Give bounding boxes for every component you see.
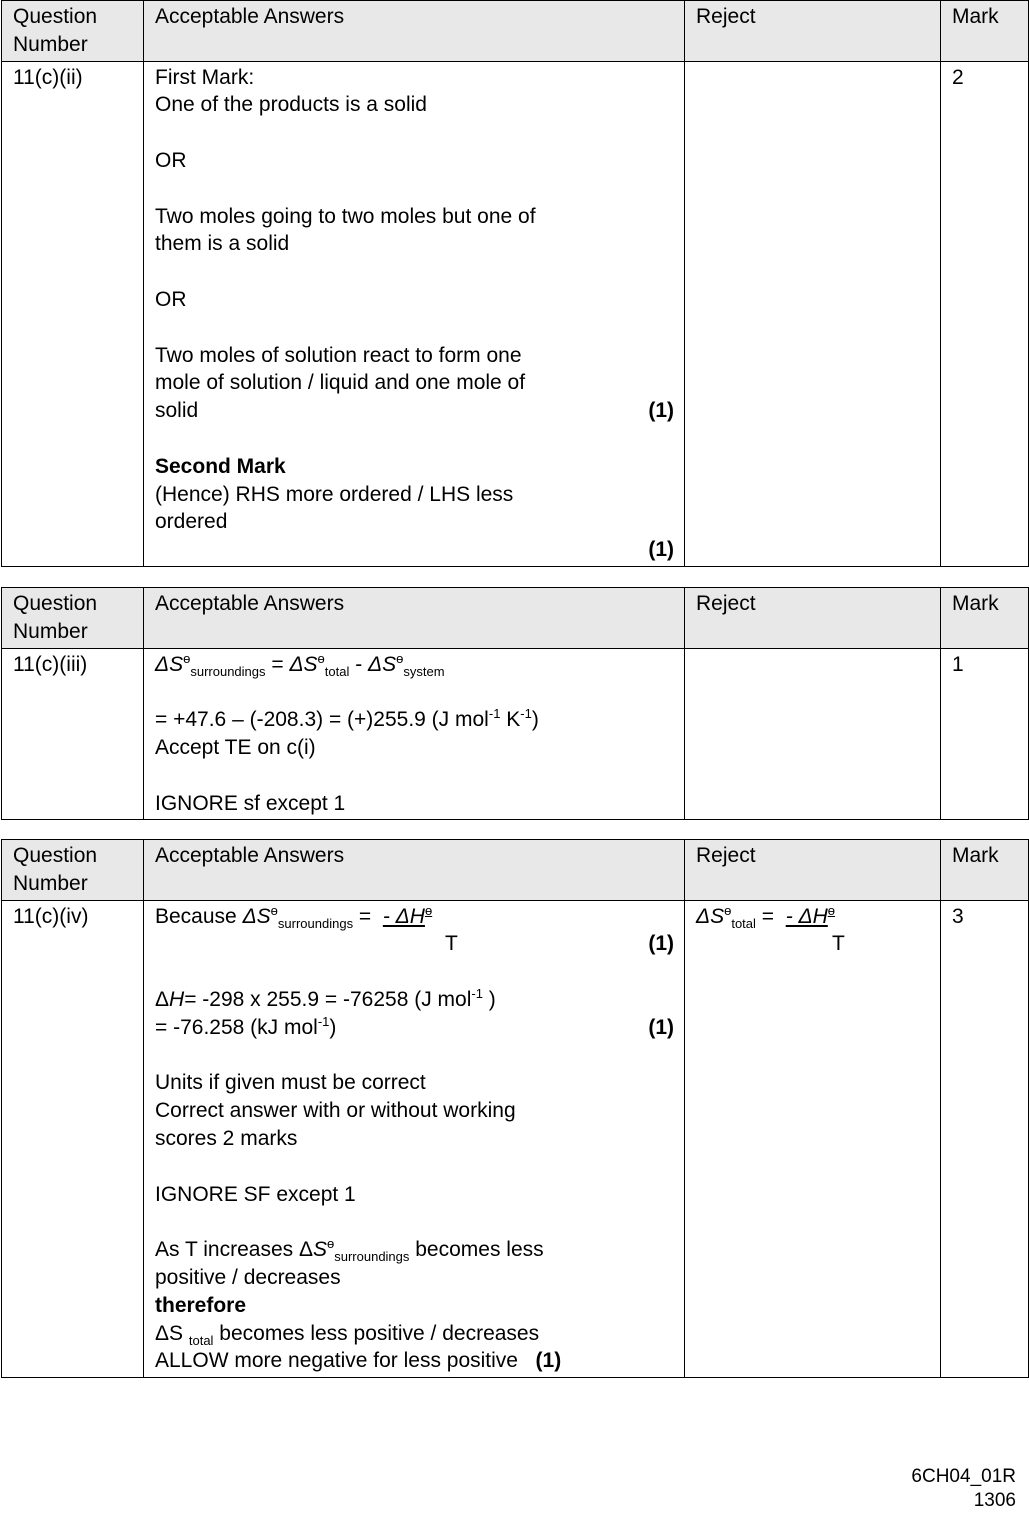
header-mark: Mark: [941, 588, 1029, 649]
question-number: 11(c)(iii): [2, 648, 144, 820]
question-number: 11(c)(ii): [2, 61, 144, 566]
calc-text: K: [500, 708, 521, 732]
calc-text: ): [531, 708, 539, 732]
answer-line-with-point: [155, 397, 674, 425]
superscript: -1: [488, 706, 501, 722]
allow-text: ALLOW more negative for less positive: [155, 1349, 518, 1373]
subscript: total: [324, 663, 350, 679]
correct-note: scores 2 marks: [155, 1126, 298, 1150]
acceptable-answers: [144, 61, 685, 566]
header-question: Question Number: [2, 588, 144, 649]
standard-symbol: ө: [183, 650, 191, 666]
mark-value: 3: [941, 900, 1029, 1378]
denominator-t: T: [445, 932, 458, 956]
subscript: surroundings: [334, 1249, 410, 1265]
header-mark: Mark: [941, 840, 1029, 901]
header-question: Question Number: [2, 840, 144, 901]
point-marker: (1): [648, 399, 674, 423]
answer-line: mole of solution / liquid and one mole of: [155, 371, 526, 395]
session-code: 1306: [973, 1490, 1016, 1511]
calc-text: = +47.6 – (-208.3) = (+)255.9 (J mol: [155, 708, 489, 732]
answer-line: positive / decreases: [155, 1265, 341, 1289]
header-answers: Acceptable Answers: [144, 840, 685, 901]
mark-value: 2: [941, 61, 1029, 566]
delta-h-calculation: [155, 986, 674, 1014]
reject-equation: [696, 903, 930, 931]
header-question: Question Number: [2, 1, 144, 62]
subscript: surroundings: [277, 915, 354, 931]
units-note: Units if given must be correct: [155, 1071, 426, 1095]
accept-note: Accept TE on c(i): [155, 735, 316, 759]
subscript: total: [731, 915, 756, 931]
calc-text: becomes less: [415, 1238, 544, 1262]
delta-s-symbol: ΔS: [155, 652, 184, 676]
mark-value: 1: [941, 648, 1029, 820]
answer-row: [2, 648, 1029, 820]
point-marker: (1): [648, 1015, 674, 1039]
point-marker: (1): [648, 932, 674, 956]
header-row: [2, 588, 1029, 649]
delta-s-symbol: ΔS: [368, 652, 397, 676]
entropy-equation: [155, 651, 674, 679]
header-mark: Mark: [941, 1, 1029, 62]
answer-row: [2, 900, 1029, 1378]
header-answers: Acceptable Answers: [144, 1, 685, 62]
correct-note: Correct answer with or without working: [155, 1099, 516, 1123]
acceptable-answers: [144, 648, 685, 820]
second-mark-label: Second Mark: [155, 454, 286, 478]
subscript: total: [188, 1332, 214, 1348]
page-footer: [911, 1465, 1016, 1513]
equals: =: [755, 904, 780, 928]
calc-text: = -298 x 255.9 = -76258 (J mol: [184, 987, 472, 1011]
minus-delta-h: - ΔH: [382, 904, 425, 928]
standard-symbol: ө: [724, 902, 732, 918]
reject-cell: [685, 61, 941, 566]
kj-calculation: [155, 1014, 674, 1042]
answer-line: them is a solid: [155, 232, 290, 256]
markscheme-table-11ciii: [1, 587, 1029, 820]
total-entropy-line: [155, 1320, 674, 1348]
header-row: [2, 840, 1029, 901]
s-symbol: S: [312, 1238, 327, 1262]
therefore-label: therefore: [155, 1293, 247, 1317]
fraction-denominator-line: [155, 930, 674, 958]
calc-text: ΔS: [155, 1321, 189, 1345]
calc-text: ): [482, 987, 496, 1011]
because-text: Because: [155, 904, 243, 928]
temperature-line: [155, 1236, 674, 1264]
reject-cell: [685, 648, 941, 820]
header-answers: Acceptable Answers: [144, 588, 685, 649]
subscript: system: [403, 663, 445, 679]
answer-row: [2, 61, 1029, 566]
calc-text: Δ: [155, 987, 170, 1011]
calc-text: becomes less positive / decreases: [213, 1321, 540, 1345]
point-marker: (1): [648, 538, 674, 562]
superscript: -1: [520, 706, 532, 722]
calc-text: ): [329, 1015, 337, 1039]
standard-symbol: ө: [317, 650, 325, 666]
superscript: -1: [471, 985, 483, 1001]
equals: =: [265, 652, 290, 676]
or-text: OR: [155, 287, 187, 311]
standard-symbol: ө: [327, 1236, 335, 1252]
h-symbol: H: [169, 987, 185, 1011]
superscript: -1: [317, 1013, 330, 1029]
standard-symbol: ө: [827, 902, 836, 918]
or-text: OR: [155, 148, 187, 172]
minus-delta-h: - ΔH: [785, 904, 828, 928]
question-number: 11(c)(iv): [2, 900, 144, 1378]
standard-symbol: ө: [424, 902, 433, 918]
allow-line: [155, 1347, 674, 1375]
first-mark-label: First Mark:: [155, 65, 255, 89]
answer-line: One of the products is a solid: [155, 93, 427, 117]
answer-line: Two moles of solution react to form one: [155, 343, 522, 367]
answer-line: Two moles going to two moles but one of: [155, 204, 536, 228]
delta-s-symbol: ΔS: [242, 904, 271, 928]
because-equation: [155, 903, 674, 931]
calc-text: = -76.258 (kJ mol: [155, 1015, 318, 1039]
equals: =: [353, 904, 377, 928]
answer-text: solid: [155, 399, 199, 423]
calculation-line: [155, 706, 674, 734]
delta-s-symbol: ΔS: [289, 652, 318, 676]
header-reject: Reject: [685, 1, 941, 62]
reject-cell: [685, 900, 941, 1378]
markscheme-table-11civ: [1, 839, 1029, 1378]
delta-s-symbol: ΔS: [696, 904, 725, 928]
standard-symbol: ө: [396, 650, 404, 666]
answer-line: ordered: [155, 510, 228, 534]
answer-line: (Hence) RHS more ordered / LHS less: [155, 482, 514, 506]
standard-symbol: ө: [270, 902, 278, 918]
point-marker: (1): [535, 1349, 562, 1373]
reject-denominator: T: [832, 932, 845, 956]
ignore-note: IGNORE SF except 1: [155, 1182, 356, 1206]
subscript: surroundings: [190, 663, 266, 679]
header-row: [2, 1, 1029, 62]
ignore-note: IGNORE sf except 1: [155, 791, 346, 815]
calc-text: As T increases Δ: [155, 1238, 313, 1262]
markscheme-table-11cii: [1, 0, 1029, 567]
acceptable-answers: [144, 900, 685, 1378]
minus: -: [349, 652, 369, 676]
paper-code: 6CH04_01R: [911, 1466, 1016, 1487]
header-reject: Reject: [685, 840, 941, 901]
header-reject: Reject: [685, 588, 941, 649]
